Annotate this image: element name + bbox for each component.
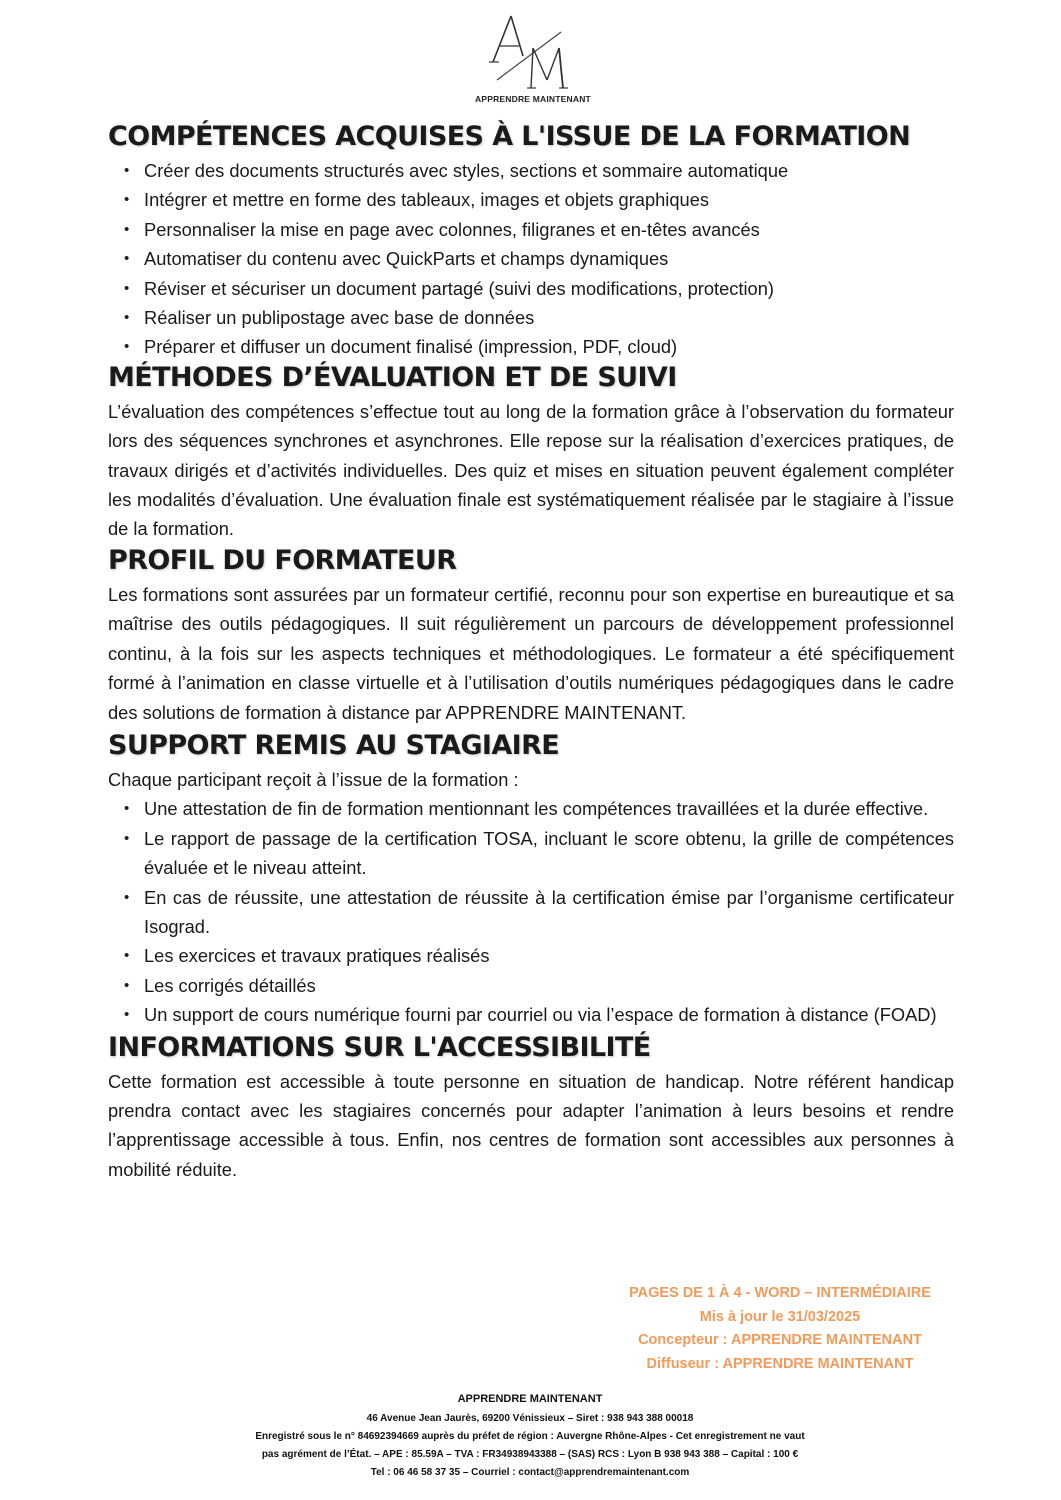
document-body	[108, 118, 954, 1184]
competences-list	[108, 156, 954, 362]
list-item: • Une attestation de fin de formation mentionnant les compétences travaillées et la durée effective.	[144, 794, 954, 823]
footer-registration-line1: Enregistré sous le n° 84692394669 auprès du préfet de région : Auvergne Rhône-Alpes - Cet enregistrement ne vaut	[255, 1431, 805, 1442]
list-item: • Intégrer et mettre en forme des tableaux, images et objets graphiques	[144, 185, 954, 214]
methodes-paragraph: L’évaluation des compétences s’effectue tout au long de la formation grâce à l’observation du formateur lors des séquences synchrones et asynchrones. Elle repose sur la réalisation d’exercices pratiques, de travaux dirigés et d’activités individuelles. Des quiz et mises en situation peuvent également compléter les modalités d’évaluation. Une évaluation finale est systématiquement réalisée par le stagiaire à l’issue de la formation.	[108, 400, 954, 540]
list-item: • Réviser et sécuriser un document partagé (suivi des modifications, protection)	[144, 274, 954, 303]
profil-paragraph: Les formations sont assurées par un formateur certifié, reconnu pour son expertise en bureautique et sa maîtrise des outils pédagogiques. Il suit régulièrement un parcours de développement professionnel continu, à la fois sur les aspects techniques et méthodologiques. Le formateur a été spécifiquement formé à l’animation en classe virtuelle et à l’utilisation d’outils numériques pédagogiques dans le cadre des solutions de formation à distance par APPRENDRE MAINTENANT.	[108, 583, 954, 723]
section-competences	[108, 118, 954, 362]
section-title-support: SUPPORT REMIS AU STAGIAIRE	[108, 729, 560, 761]
support-list	[108, 794, 954, 1029]
list-item: • Les exercices et travaux pratiques réalisés	[144, 941, 954, 970]
list-item: • Personnaliser la mise en page avec colonnes, filigranes et en-têtes avancés	[144, 215, 954, 244]
list-item: • Créer des documents structurés avec styles, sections et sommaire automatique	[144, 156, 954, 185]
company-logo	[475, 10, 591, 108]
support-intro: Chaque participant reçoit à l’issue de la formation :	[108, 768, 519, 790]
section-title-profil: PROFIL DU FORMATEUR	[108, 544, 457, 576]
section-support	[108, 727, 954, 1030]
footer-contact: Tel : 06 46 58 37 35 – Courriel : contact@apprendremaintenant.com	[370, 1467, 690, 1478]
meta-distributor: Diffuseur : APPRENDRE MAINTENANT	[646, 1355, 914, 1372]
list-item: • En cas de réussite, une attestation de réussite à la certification émise par l’organisme certificateur Isograd.	[144, 883, 954, 942]
list-item: • Le rapport de passage de la certification TOSA, incluant le score obtenu, la grille de compétences évaluée et le niveau atteint.	[144, 824, 954, 883]
section-title-competences: COMPÉTENCES ACQUISES À L'ISSUE DE LA FORMATION	[108, 121, 911, 152]
list-item: • Automatiser du contenu avec QuickParts et champs dynamiques	[144, 244, 954, 273]
section-title-accessibilite: INFORMATIONS SUR L'ACCESSIBILITÉ	[108, 1031, 651, 1063]
footer-address: 46 Avenue Jean Jaurès, 69200 Vénissieux – Siret : 938 943 388 00018	[366, 1413, 694, 1424]
list-item: • Un support de cours numérique fourni par courriel ou via l’espace de formation à distance (FOAD)	[144, 1000, 954, 1029]
section-profil	[108, 542, 954, 727]
meta-pages: PAGES DE 1 À 4 - WORD – INTERMÉDIAIRE	[629, 1285, 931, 1301]
document-meta	[560, 1282, 1000, 1376]
accessibilite-paragraph: Cette formation est accessible à toute personne en situation de handicap. Notre référent handicap prendra contact avec les stagiaires concernés pour adapter l’animation à leurs besoins et rendre l’apprentissage accessible à tous. Enfin, nos centres de formation sont accessibles aux personnes à mobilité réduite.	[108, 1070, 954, 1180]
section-methodes	[108, 359, 954, 544]
list-item: • Préparer et diffuser un document finalisé (impression, PDF, cloud)	[144, 332, 954, 361]
meta-designer: Concepteur : APPRENDRE MAINTENANT	[638, 1332, 922, 1348]
logo-company-name: APPRENDRE MAINTENANT	[475, 94, 591, 104]
am-monogram-icon	[475, 10, 587, 94]
section-accessibilite	[108, 1029, 954, 1185]
list-item: • Les corrigés détaillés	[144, 971, 954, 1000]
footer-registration-line2: pas agrément de l’État. – APE : 85.59A – TVA : FR34938943388 – (SAS) RCS : Lyon B 938 943 388 – Capital : 100 €	[261, 1449, 799, 1460]
footer-company: APPRENDRE MAINTENANT	[457, 1393, 603, 1405]
section-title-methodes: MÉTHODES D’ÉVALUATION ET DE SUIVI	[108, 361, 677, 393]
list-item: • Réaliser un publipostage avec base de données	[144, 303, 954, 332]
page-footer	[130, 1390, 930, 1482]
meta-updated: Mis à jour le 31/03/2025	[699, 1308, 861, 1325]
